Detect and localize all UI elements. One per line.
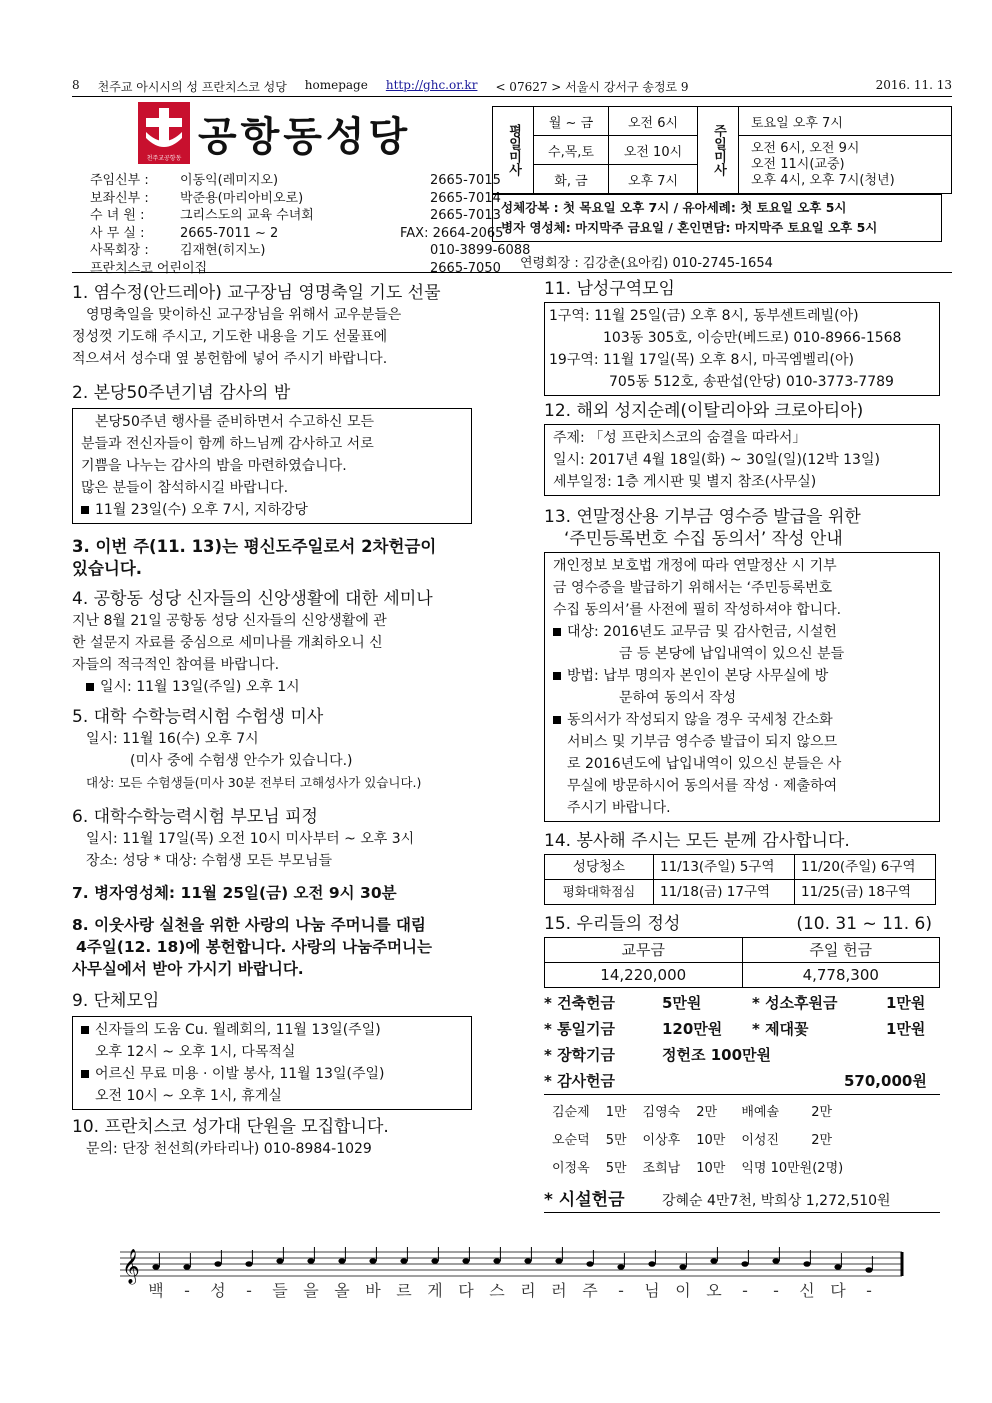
note — [152, 1264, 159, 1270]
lyric-syllable: 주 — [582, 1281, 598, 1300]
lyric-syllable: 바 — [365, 1281, 381, 1300]
logo — [138, 102, 411, 164]
s12-title: 12. 해외 성지순례(이탈리아와 크로아티아) — [544, 401, 864, 421]
facility-offering: * 시설헌금 강혜순 4만7천, 박희상 1,272,510원 — [544, 1189, 940, 1213]
s5-title: 5. 대학 수학능력시험 수험생 미사 — [72, 707, 324, 727]
page-number: 8 — [72, 78, 80, 92]
lyric-syllable: 올 — [334, 1281, 350, 1300]
table-row: 교무금 주일 헌금 — [545, 938, 940, 963]
staff-row: 사 무 실 : 2665-7011 ~ 2 FAX: 2664-2065 — [90, 225, 504, 241]
volunteer-table — [544, 854, 936, 905]
header-rule — [72, 96, 952, 97]
note — [586, 1261, 593, 1267]
homepage-label: homepage — [304, 78, 368, 92]
logo-badge-text: 천주교공항동 — [146, 155, 182, 162]
music-notes — [152, 1247, 872, 1273]
note — [865, 1267, 872, 1273]
note — [772, 1258, 779, 1264]
s15-title: 15. 우리들의 정성 (10. 31 ~ 11. 6) — [544, 914, 932, 934]
table-row: 김순제 1만 김영숙 2만 배예솔 2만 — [552, 1105, 833, 1120]
parish-name: 천주교 아시시의 성 프란치스코 성당 — [97, 80, 287, 94]
lyric-syllable: 백 — [148, 1281, 164, 1300]
note — [214, 1261, 221, 1267]
church-name: 공항동성당 — [198, 113, 412, 160]
note — [431, 1258, 438, 1264]
issue-date: 2016. 11. 13 — [875, 78, 952, 92]
note — [524, 1258, 531, 1264]
offering-list: * 건축헌금 5만원 * 성소후원금 1만원 * 통일기금 120만원 * 제대꽃 1만원 * 장학기금 정헌조 100만원 * 감사헌금 570,000원 — [544, 990, 940, 1095]
lyric-syllable: 을 — [303, 1281, 319, 1300]
lyric-syllable: 리 — [520, 1281, 536, 1300]
table-row: 성당청소 11/13(주일) 5구역 11/20(주일) 6구역 — [545, 855, 936, 880]
table-row: 오순덕 5만 이상후 10만 이성진 2만 — [552, 1133, 833, 1148]
note — [369, 1258, 376, 1264]
lyric-syllable: - — [773, 1281, 779, 1300]
offering-table — [544, 937, 940, 988]
weekday-mass-label: 평일미사 — [493, 107, 534, 194]
staff-row: 사목회장 : 김재현(히지노) 010-3899-6088 — [90, 243, 531, 258]
s13-title: 13. 연말정산용 기부금 영수증 발급을 위한 ‘주민등록번호 수집 동의서’ 작성 안내 — [544, 507, 861, 549]
staff-row: 보좌신부 : 박준용(마리아비오로) 2665-7014 — [90, 190, 501, 206]
lyric-syllable: 르 — [396, 1281, 412, 1300]
lyric-syllable: - — [618, 1281, 624, 1300]
church-logo-icon — [138, 102, 190, 164]
s6-title: 6. 대학수학능력시험 부모님 피정 — [72, 807, 318, 827]
s13-box: 개인정보 보호법 개정에 따라 연말정산 시 기부 금 영수증을 발급하기 위해서는 ‘주민등록번호 수집 동의서’를 사전에 필히 작성하셔야 합니다. 대상: 2016년도 교무금 및 감사헌금, 시설헌 금 등 본당에 납입내역이 있으신 분들 방법: 납부 명의자 본인이 본당 사무실에 방 문하여 동의서 작성 동의서가 작성되지 않을 경우 국세청 간소화 서비스 및 기부금 영수증 발급이 되지 않으므 로 2016년도에 납입내역이 있으신 분들은 사 무실에 방문하시어 동의서를 작성 · 제출하여 주시기 바랍니다. — [544, 552, 940, 822]
sacrament-info-box: 성체강복 : 첫 목요일 오후 7시 / 유아세례: 첫 토요일 오후 5시 병자 영성체: 마지막주 금요일 / 혼인면담: 마지막주 토요일 오후 5시 — [492, 194, 942, 242]
left-column: 1. 염수정(안드레아) 교구장님 영명축일 기도 선물 영명축일을 맞이하신 교구장님을 위해서 교우분들은 정성껏 기도해 주시고, 기도한 내용을 기도 선물표에 적으셔서 성수대 옆 봉헌함에 넣어 주시기 바랍니다. 2. 본당50주년기념 감사의 밤 본당50주년 행사를 준비하면서 수고하신 모든 분들과 전신자들이 함께 하느님께 감사하고 서로 기쁨을 나누는 감사의 밤을 마련하였습니다. 많은 분들이 참석하시길 바랍니다. 11월 23일(수) 오후 7시, 지하강당 3. 이번 주(11. 13)는 평신도주일로서 2차헌금이 있습니다. 4. 공항동 성당 신자들의 신앙생활에 대한 세미나 지난 8월 21일 공항동 성당 신자들의 신앙생활에 관 한 설문지 자료를 중심으로 세미나를 개최하오니 신 자들의 적극적인 참여를 바랍니다. 일시: 11월 13일(주일) 오후 1시 5. 대학 수학능력시험 수험생 미사 일시: 11월 16(수) 오후 7시 (미사 중에 수험생 안수가 있습니다.) 대상: 모든 수험생들(미사 30분 전부터 고해성사가 있습니다.) 6. 대학수학능력시험 부모님 피정 일시: 11월 17일(목) 오전 10시 미사부터 ~ 오후 3시 장소: 성당 * 대상: 수험생 모든 부모님들 7. 병자영성체: 11월 25일(금) 오전 9시 30분 8. 이웃사랑 실천을 위한 사랑의 나눔 주머니를 대림 4주일(12. 18)에 봉헌합니다. 사랑의 나눔주머니는 사무실에서 받아 가시기 바랍니다. 9. 단체모임 신자들의 도움 Cu. 월례회의, 11월 13일(주일) 오후 12시 ~ 오후 1시, 다목적실 어르신 무료 미용 · 이발 봉사, 11월 13일(주일) 오전 10시 ~ 오후 1시, 휴게실 10. 프란치스코 성가대 단원을 모집합니다. 문의: 단장 천선희(카타리나) 010-8984-1029 — [72, 282, 472, 1160]
note — [834, 1264, 841, 1270]
note — [679, 1264, 686, 1270]
lyric-syllable: 신 — [799, 1281, 815, 1300]
lyric-syllable: 다 — [830, 1281, 846, 1300]
page-header — [72, 78, 952, 95]
lyric-syllable: 러 — [551, 1281, 567, 1300]
s4-title: 4. 공항동 성당 신자들의 신앙생활에 대한 세미나 — [72, 589, 433, 609]
table-row: 평화대학점심 11/18(금) 17구역 11/25(금) 18구역 — [545, 880, 936, 905]
note — [276, 1258, 283, 1264]
treble-clef-icon: 𝄞 — [122, 1249, 140, 1284]
note — [245, 1261, 252, 1267]
note — [555, 1258, 562, 1264]
lyric-syllable: 오 — [706, 1281, 722, 1300]
lyric-syllable: 게 — [427, 1281, 443, 1300]
thanks-gifts-table — [544, 1099, 851, 1183]
lyric-syllable: - — [246, 1281, 252, 1300]
s9-box: 신자들의 도움 Cu. 월례회의, 11월 13일(주일) 오후 12시 ~ 오후 1시, 다목적실 어르신 무료 미용 · 이발 봉사, 11월 13일(주일) 오전 10시 ~ 오후 1시, 휴게실 — [72, 1016, 472, 1110]
lyric-syllable: 이 — [675, 1281, 691, 1300]
note — [307, 1258, 314, 1264]
s2-box: 본당50주년 행사를 준비하면서 수고하신 모든 분들과 전신자들이 함께 하느님께 감사하고 서로 기쁨을 나누는 감사의 밤을 마련하였습니다. 많은 분들이 참석하시길 바랍니다. 11월 23일(수) 오후 7시, 지하강당 — [72, 408, 472, 524]
music-staff — [116, 1242, 906, 1302]
homepage-link[interactable]: http://ghc.or.kr — [385, 78, 478, 92]
note — [741, 1261, 748, 1267]
lyric-syllable: 님 — [644, 1281, 660, 1300]
note — [648, 1261, 655, 1267]
s7-title: 7. 병자영성체: 11월 25일(금) 오전 9시 30분 — [72, 884, 397, 902]
note — [462, 1258, 469, 1264]
lyric-syllable: - — [184, 1281, 190, 1300]
lyric-syllable: 들 — [272, 1281, 288, 1300]
s12-box: 주제: 「성 프란치스코의 숨결을 따라서」 일시: 2017년 4월 18일(화) ~ 30일(일)(12박 13일) 세부일정: 1층 게시판 및 별지 참조(사무실) — [544, 424, 940, 496]
staff-row: 주임신부 : 이동익(레미지오) 2665-7015 — [90, 173, 501, 188]
s2-title: 2. 본당50주년기념 감사의 밤 — [72, 383, 291, 403]
address: < 07627 > 서울시 강서구 송정로 9 — [495, 80, 689, 94]
note — [803, 1261, 810, 1267]
note — [617, 1264, 624, 1270]
s9-title: 9. 단체모임 — [72, 991, 160, 1011]
funeral-contact: 연령회장 : 김강춘(요아킴) 010-2745-1654 — [520, 256, 773, 271]
sunday-mass-label: 주일미사 — [698, 107, 739, 194]
lyric-syllable: 성 — [210, 1281, 226, 1300]
staff-row: 프란치스코 어린이집 2665-7050 — [90, 260, 501, 276]
right-column — [544, 278, 940, 1213]
note — [183, 1264, 190, 1270]
s10-title: 10. 프란치스코 성가대 단원을 모집합니다. — [72, 1117, 389, 1137]
table-row: 이정옥 5만 조희남 10만 익명 10만원(2명) — [552, 1161, 844, 1176]
staff-list — [90, 172, 530, 277]
s3-title: 3. 이번 주(11. 13)는 평신도주일로서 2차헌금이 있습니다. — [72, 537, 437, 578]
s11-box: 1구역: 11월 25일(금) 오후 8시, 동부센트레빌(아) 103동 305호, 이승만(베드로) 010-8966-1568 19구역: 11월 17일(목) 오후 8시, 마곡엠벨리(아) 705동 512호, 송판섭(안당) 010-3773-7789 — [544, 302, 940, 396]
section-rule — [72, 272, 952, 273]
note — [338, 1258, 345, 1264]
lyric-syllable: 스 — [489, 1281, 505, 1300]
s1-title: 1. 염수정(안드레아) 교구장님 영명축일 기도 선물 — [72, 283, 441, 303]
s11-title: 11. 남성구역모임 — [544, 279, 675, 299]
note — [400, 1258, 407, 1264]
lyric-syllable: 다 — [458, 1281, 474, 1300]
s14-title: 14. 봉사해 주시는 모든 분께 감사합니다. — [544, 831, 850, 851]
lyrics — [148, 1281, 872, 1300]
table-row: 14,220,000 4,778,300 — [545, 963, 940, 988]
note — [493, 1258, 500, 1264]
s8-title: 8. 이웃사랑 실천을 위한 사랑의 나눔 주머니를 대림 4주일(12. 18)에 봉헌합니다. 사랑의 나눔주머니는 사무실에서 받아 가시기 바랍니다. — [72, 916, 432, 978]
lyric-syllable: - — [742, 1281, 748, 1300]
mass-schedule-table: 평일미사 월 ~ 금 오전 6시 주일미사 토요일 오후 7시 수,목,토 오전 10시 오전 6시, 오전 9시 오전 11시(교중) 오후 4시, 오후 7시(청년) 화, 금 오후 7시 — [492, 106, 952, 194]
lyric-syllable: - — [866, 1281, 872, 1300]
note — [710, 1258, 717, 1264]
staff-row: 수 녀 원 : 그리스도의 교육 수녀회 2665-7013 — [90, 208, 501, 223]
